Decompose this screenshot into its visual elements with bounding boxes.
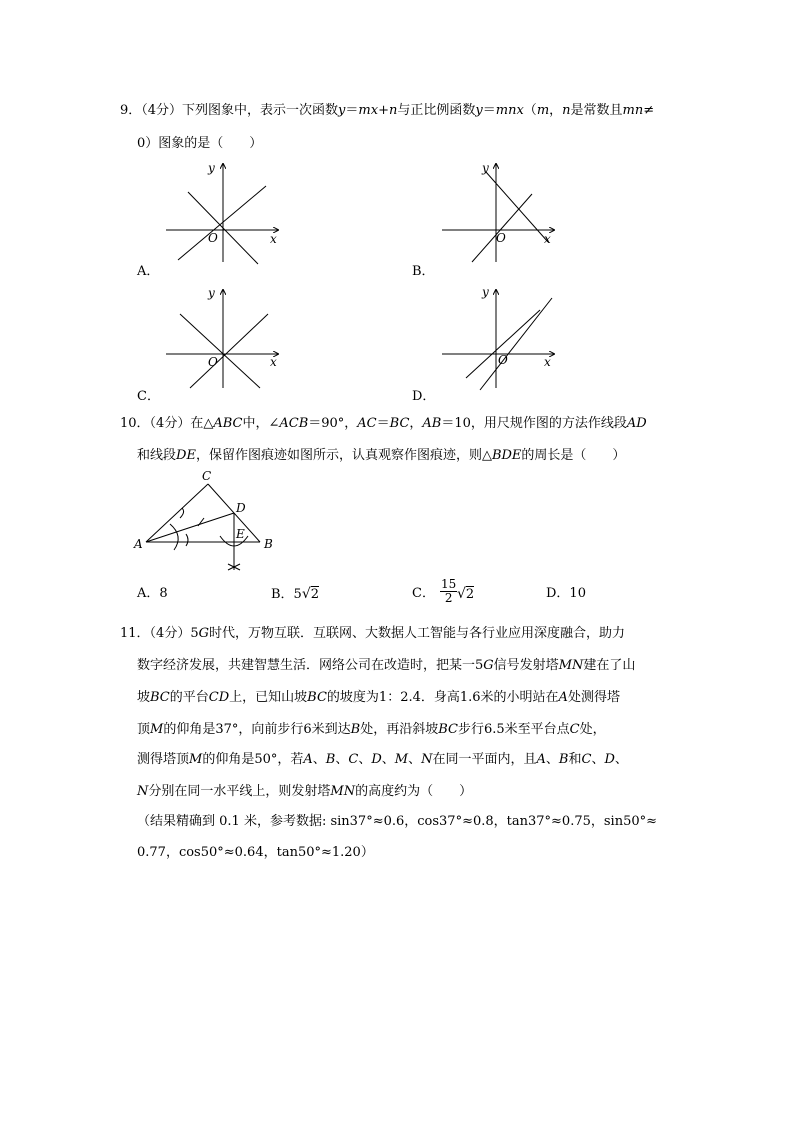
q10-option-b [271,586,319,603]
math-variable: mn [622,103,644,118]
q10-stem-line1 [120,416,647,432]
label-c: C [202,469,212,483]
text-run: （ [523,103,537,118]
label-d: D [236,501,246,515]
q10-option-b-radicand: 2 [310,587,320,602]
text-run: 、 [381,752,395,767]
text-run: 数字经济发展，共建智慧生活．网络公司在改造时，把某一5 [137,658,484,673]
q10-figure [132,466,292,580]
label-b: B [264,537,273,551]
line-2 [472,194,532,262]
math-variable: N [421,752,433,767]
q11-stem-line2 [137,658,635,674]
text-run: 测得塔顶 [137,752,190,767]
text-run: 的高度约为（ ） [355,784,473,799]
math-variable: BDE [491,448,522,463]
y-label: y [208,161,215,175]
text-run: ＝ [376,416,390,431]
math-variable: A [536,752,546,767]
arc-on-ab [186,534,188,546]
math-variable: C [348,752,359,767]
line-1 [178,186,266,260]
x-label: x [270,232,277,246]
math-variable: D [604,752,615,767]
origin-label: O [496,231,506,245]
q10-option-d: D．10 [546,586,586,601]
math-variable: BC [150,690,170,705]
text-run: ， [409,416,423,431]
text-run: ＝ [345,103,359,118]
q10-option-c-fraction [440,578,457,605]
math-variable: G [483,658,494,673]
text-run: ＝90°， [308,416,358,431]
math-variable: n [562,103,571,118]
math-variable: BC [389,416,410,431]
math-variable: B [325,752,336,767]
arc-at-a [170,524,178,550]
line-2 [480,298,552,390]
x-label: x [544,355,551,369]
text-run: ＝ [482,103,496,118]
math-variable: mx [358,103,379,118]
math-variable: AB [422,416,442,431]
math-variable: A [558,690,568,705]
math-variable: MN [558,658,584,673]
text-run: 、 [335,752,349,767]
sqrt-sign: √ [301,586,311,602]
x-label: x [270,355,277,369]
q10-option-a: A．8 [137,586,168,601]
math-variable: B [558,752,569,767]
y-label: y [482,161,489,175]
text-run: 的仰角是50°，若 [202,752,304,767]
math-variable: AD [626,416,647,431]
fraction-numerator: 15 [441,577,457,591]
q11-stem-line6 [137,784,472,800]
q9-option-d-label: D． [412,389,436,404]
math-variable: C [569,722,580,737]
q9-option-b-label: B． [412,264,435,279]
text-run: 、 [614,752,628,767]
text-run: 、 [408,752,422,767]
q10-option-c-root [457,586,474,603]
q11-note-line2: 0.77，cos50°≈0.64，tan50°≈1.20） [137,845,374,860]
q9-stem-line2: 0）图象的是（ ） [137,136,263,151]
text-run: ≠ [643,103,655,118]
text-run: 、 [312,752,326,767]
fraction-denominator: 2 [444,591,453,605]
q11-stem-line4 [137,722,606,738]
math-variable: AC [357,416,377,431]
math-variable: DE [176,448,196,463]
math-variable: BC [307,690,327,705]
text-run: 10．（4分）在△ [120,416,214,431]
text-run: 步行6.5米至平台点 [457,722,570,737]
math-variable: y [475,103,483,118]
math-variable: y [338,103,346,118]
q10-option-b-prefix: B．5 [271,587,302,602]
math-variable: ACB [279,416,309,431]
math-variable: ABC [213,416,243,431]
q11-stem-line1 [120,626,625,642]
sqrt-sign: √ [457,586,466,602]
math-variable: M [394,752,409,767]
text-run: 处， [579,722,606,737]
math-variable: MN [330,784,356,799]
origin-label: O [208,231,218,245]
text-run: 坡 [137,690,151,705]
text-run: ，保留作图痕迹如图所示，认真观察作图痕迹，则△ [195,448,492,463]
text-run: 上，已知山坡 [229,690,308,705]
text-run: 、 [545,752,559,767]
text-run: 和 [568,752,582,767]
math-variable: A [303,752,313,767]
text-run: 的坡度为1：2.4．身高1.6米的小明站在 [326,690,559,705]
q9-stem-line1 [120,103,654,119]
text-run: + [378,103,389,118]
text-run: 分别在同一水平线上，则发射塔 [148,784,331,799]
text-run: ， [549,103,563,118]
text-run: 、 [358,752,372,767]
math-variable: G [198,626,209,641]
math-variable: CD [208,690,230,705]
q9-graph-c [160,284,290,392]
origin-label: O [208,355,218,369]
line-2 [190,314,268,388]
math-variable: mnx [495,103,524,118]
text-run: ＝10，用尺规作图的方法作线段 [441,416,627,431]
q9-graph-d [436,284,566,392]
q10-option-c-prefix: C． [412,586,435,601]
math-variable: D [371,752,382,767]
math-variable: n [389,103,398,118]
math-variable: M [150,722,164,737]
arc-bisector-mark [198,518,204,526]
text-run: 建在了山 [583,658,636,673]
math-variable: m [536,103,550,118]
text-run: 处，再沿斜坡 [360,722,439,737]
line-1 [180,314,260,388]
origin-label: O [498,353,508,367]
text-run: 、 [591,752,605,767]
text-run: 和线段 [137,448,177,463]
label-a: A [134,537,143,551]
text-run: 中，∠ [242,416,280,431]
text-run: 是常数且 [570,103,623,118]
text-run: 顶 [137,722,151,737]
text-run: 时代，万物互联．互联网、大数据人工智能与各行业应用深度融合，助力 [208,626,625,641]
text-run: 的平台 [169,690,209,705]
q10-option-c-radicand: 2 [465,587,475,602]
q11-stem-line5 [137,752,628,768]
q10-stem-line2 [137,448,625,464]
q9-graph-b [436,158,566,266]
q9-option-c-label: C． [137,389,160,404]
math-variable: C [581,752,592,767]
q11-note-line1: （结果精确到 0.1 米，参考数据: sin37°≈0.6，cos37°≈0.8，tan37°≈0.75，sin50°≈ [137,814,658,829]
x-label: x [544,232,551,246]
text-run: 的仰角是37°，向前步行6米到达 [163,722,351,737]
math-variable: N [137,784,149,799]
q11-stem-line3 [137,690,620,706]
q9-graph-a [160,158,290,266]
text-run: 处测得塔 [567,690,620,705]
line-1 [466,310,540,378]
text-run: 与正比例函数 [397,103,476,118]
math-variable: B [350,722,361,737]
y-label: y [482,285,489,299]
y-label: y [208,286,215,300]
text-run: 的周长是（ ） [521,448,626,463]
text-run: 在同一平面内，且 [432,752,537,767]
math-variable: M [189,752,203,767]
text-run: 11．（4分）5 [120,626,199,641]
math-variable: BC [438,722,458,737]
q9-option-a-label: A． [137,264,160,279]
label-e: E [236,527,245,541]
text-run: 信号发射塔 [493,658,559,673]
text-run: 9．（4分）下列图象中，表示一次函数 [120,103,339,118]
